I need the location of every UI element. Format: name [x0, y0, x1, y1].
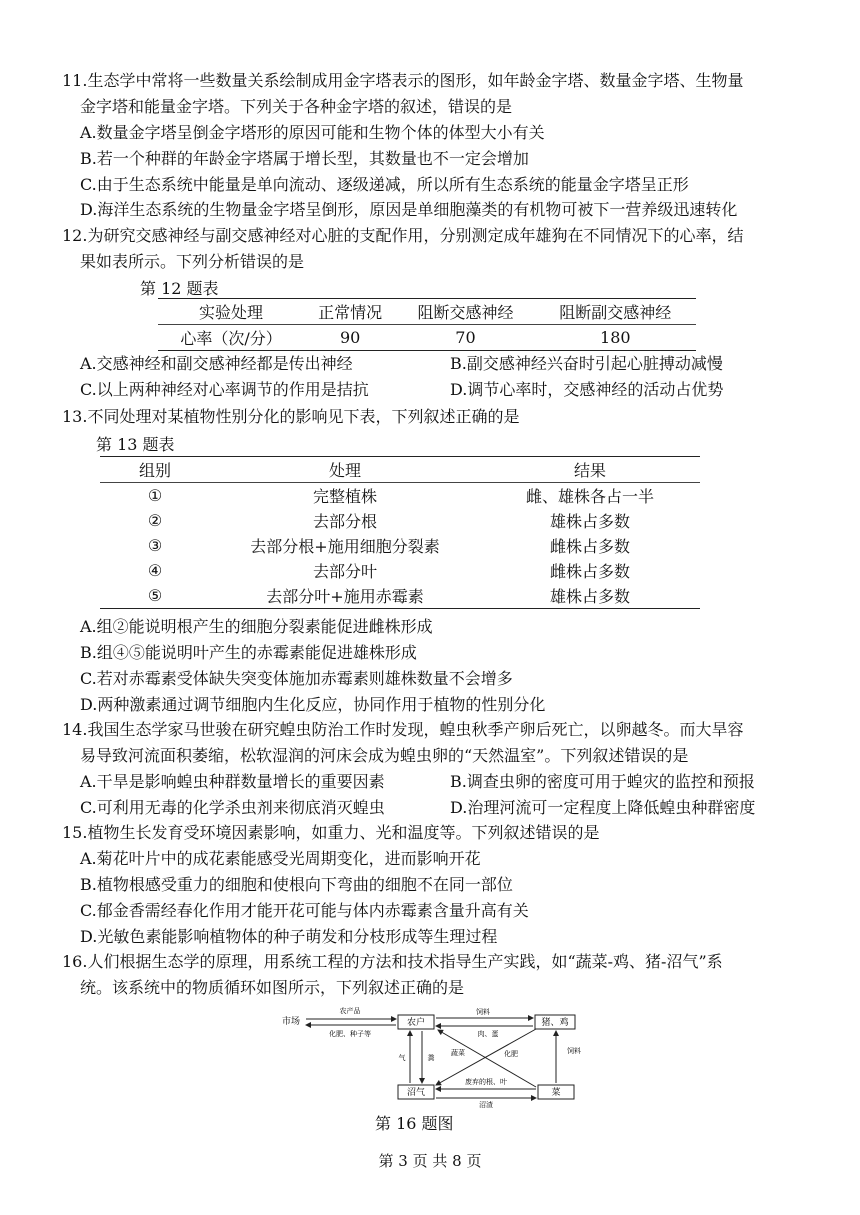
q11-stem-line1: 11.生态学中常将一些数量关系绘制成用金字塔表示的图形，如年龄金字塔、数量金字塔、生物量 — [62, 71, 744, 90]
q13-table — [100, 456, 700, 609]
q13-cell: 去部分根+施用细胞分裂素 — [250, 537, 440, 556]
node-farmer: 农户 — [406, 1018, 426, 1028]
q12-header: 阻断交感神经 — [396, 299, 534, 325]
q12-option-a: A.交感神经和副交感神经都是传出神经 — [80, 354, 353, 373]
q15-option-b: B.植物根感受重力的细胞和使根向下弯曲的细胞不在同一部位 — [80, 875, 513, 894]
q13-table-caption: 第 13 题表 — [96, 435, 175, 454]
q12-header: 正常情况 — [304, 299, 396, 325]
label-fert: 化肥、种子等 — [329, 1030, 371, 1038]
q12-option-d: D.调节心率时，交感神经的活动占优势 — [450, 380, 724, 399]
q12-cell: 180 — [600, 328, 631, 347]
q13-option-c: C.若对赤霉素受体缺失突变体施加赤霉素则雄株数量不会增多 — [80, 669, 513, 688]
label-meat: 肉、蛋 — [477, 1030, 499, 1038]
label-agri: 农产品 — [339, 1007, 361, 1015]
q13-option-a: A.组②能说明根产生的细胞分裂素能促进雌株形成 — [80, 617, 433, 636]
q14-option-d: D.治理河流可一定程度上降低蝗虫种群密度 — [450, 798, 756, 817]
q12-header: 阻断副交感神经 — [535, 299, 696, 325]
q11-option-a: A.数量金字塔呈倒金字塔形的原因可能和生物个体的体型大小有关 — [80, 123, 545, 142]
q12-stem-line1: 12.为研究交感神经与副交感神经对心脏的支配作用，分别测定成年雄狗在不同情况下的心率，结 — [62, 226, 744, 245]
q12-table-caption: 第 12 题表 — [140, 279, 219, 298]
q16-stem-line1: 16.人们根据生态学的原理，用系统工程的方法和技术指导生产实践，如“蔬菜-鸡、猪-沼气”系 — [62, 952, 723, 971]
label-waste: 废弃的根、叶 — [465, 1078, 507, 1086]
q11-option-b: B.若一个种群的年龄金字塔属于增长型，其数量也不一定会增加 — [80, 149, 529, 168]
table-row — [100, 558, 700, 583]
label-feed2: 饲料 — [567, 1047, 581, 1055]
q15-option-c: C.郁金香需经春化作用才能开花可能与体内赤霉素含量升高有关 — [80, 901, 529, 920]
q14-option-b: B.调查虫卵的密度可用于蝗灾的监控和预报 — [450, 772, 755, 791]
q12-option-c: C.以上两种神经对心率调节的作用是拮抗 — [80, 380, 369, 399]
q14-stem-line2: 易导致河流面积萎缩，松软湿润的河床会成为蝗虫卵的“天然温室”。下列叙述错误的是 — [80, 746, 689, 765]
q13-cell: 去部分根 — [312, 512, 377, 531]
q13-cell: 雄株占多数 — [549, 512, 630, 531]
table-row — [100, 583, 700, 609]
q13-stem: 13.不同处理对某植物性别分化的影响见下表，下列叙述正确的是 — [62, 407, 520, 426]
q13-option-b: B.组④⑤能说明叶产生的赤霉素能促进雄株形成 — [80, 643, 417, 662]
q11-option-c: C.由于生态系统中能量是单向流动、逐级递减，所以所有生态系统的能量金字塔呈正形 — [80, 175, 689, 194]
label-gas: 气 — [398, 1054, 406, 1062]
q11-stem-line2: 金字塔和能量金字塔。下列关于各种金字塔的叙述，错误的是 — [80, 97, 513, 116]
q15-option-a: A.菊花叶片中的成花素能感受光周期变化，进而影响开花 — [80, 849, 481, 868]
q13-cell: 去部分叶+施用赤霉素 — [266, 587, 424, 606]
q13-cell: 去部分叶 — [312, 562, 377, 581]
q13-cell: ① — [147, 486, 163, 505]
q13-header: 处理 — [210, 457, 480, 483]
label-feces: 化肥 — [504, 1050, 518, 1058]
node-livestock: 猪、鸡 — [541, 1018, 569, 1028]
table-row — [100, 483, 700, 509]
q13-header: 结果 — [480, 457, 700, 483]
q15-stem: 15.植物生长发育受环境因素影响，如重力、光和温度等。下列叙述错误的是 — [62, 823, 600, 842]
q14-option-a: A.干旱是影响蝗虫种群数量增长的重要因素 — [80, 772, 385, 791]
q12-table — [158, 298, 696, 351]
q13-header: 组别 — [100, 457, 210, 483]
q12-cell: 70 — [455, 328, 476, 347]
q16-figure-caption: 第 16 题图 — [375, 1114, 454, 1133]
q15-option-d: D.光敏色素能影响植物体的种子萌发和分枝形成等生理过程 — [80, 927, 498, 946]
q11-option-d: D.海洋生态系统的生物量金字塔呈倒形，原因是单细胞藻类的有机物可被下一营养级迅速转化 — [80, 200, 738, 219]
label-fuel: 粪 — [427, 1054, 435, 1062]
q12-cell: 心率（次/分） — [180, 329, 282, 348]
q16-diagram — [278, 1003, 603, 1110]
label-feed: 饲料 — [476, 1008, 490, 1016]
q13-cell: 雄株占多数 — [549, 587, 630, 606]
node-biogas: 沼气 — [406, 1088, 426, 1098]
q13-cell: 雌株占多数 — [549, 562, 630, 581]
q12-header: 实验处理 — [158, 299, 304, 325]
node-veg: 菜 — [551, 1088, 561, 1098]
q12-stem-line2: 果如表所示。下列分析错误的是 — [80, 252, 305, 271]
q12-cell: 90 — [340, 328, 361, 347]
label-slurry: 沼渣 — [479, 1101, 493, 1109]
q13-cell: ③ — [147, 536, 163, 555]
q13-cell: ⑤ — [147, 586, 163, 605]
q12-option-b: B.副交感神经兴奋时引起心脏搏动减慢 — [450, 354, 723, 373]
q13-cell: ④ — [147, 561, 163, 580]
q16-stem-line2: 统。该系统中的物质循环如图所示，下列叙述正确的是 — [80, 978, 465, 997]
q14-stem-line1: 14.我国生态学家马世骏在研究蝗虫防治工作时发现，蝗虫秋季产卵后死亡，以卵越冬。而大旱容 — [62, 720, 744, 739]
q13-cell: 完整植株 — [312, 487, 377, 506]
q13-cell: 雌、雄株各占一半 — [525, 487, 654, 506]
q13-cell: ② — [147, 511, 163, 530]
node-market: 市场 — [282, 1017, 301, 1027]
table-row — [100, 533, 700, 558]
label-vegfood: 蔬菜 — [451, 1049, 465, 1057]
q13-cell: 雌株占多数 — [549, 537, 630, 556]
page-footer: 第 3 页 共 8 页 — [378, 1152, 482, 1170]
q13-option-d: D.两种激素通过调节细胞内生化反应，协同作用于植物的性别分化 — [80, 695, 546, 714]
table-row — [100, 508, 700, 533]
q14-option-c: C.可利用无毒的化学杀虫剂来彻底消灭蝗虫 — [80, 798, 385, 817]
